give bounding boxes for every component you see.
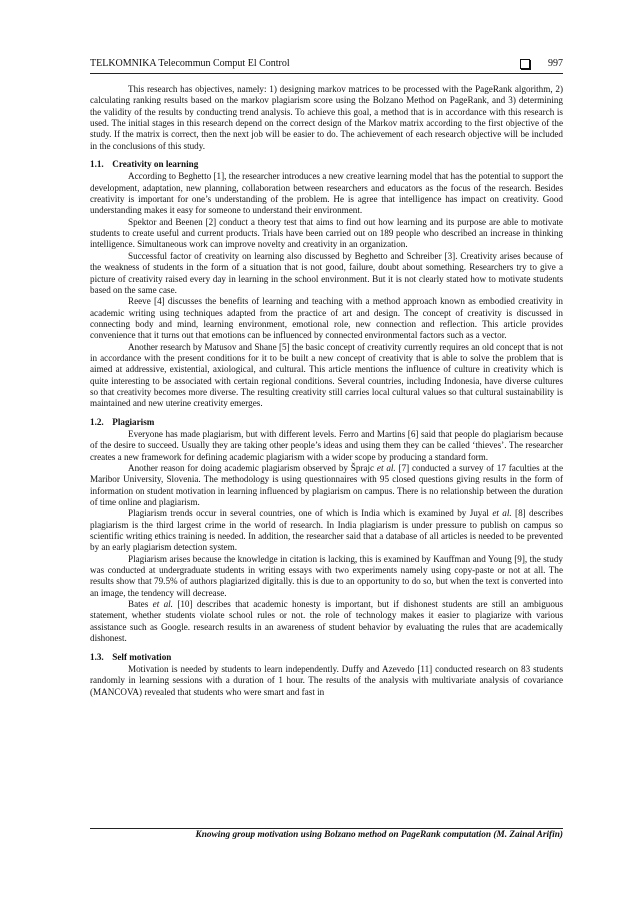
section-heading-self-motivation xyxy=(90,652,563,663)
paragraph: Spektor and Beenen [2] conduct a theory test that aims to find out how learning and its purpose are able to motivate students to create useful and current products. Trials have been carried out on 189 people who described an increase in thinking intelligence. Simultaneous work can improve novelty and creativity in an organization. xyxy=(90,216,563,250)
section-title: Self motivation xyxy=(112,651,172,662)
paragraph: Bates et al. [10] describes that academic honesty is important, but if dishonest students are still an ambiguous statement, whether students violate school rules or not. the role of technology makes it easier to plagiarize with various assistance such as Google. research results in an awareness of student behavior by evaluating the rules that are academically dishonest. xyxy=(90,599,563,644)
page-number: 997 xyxy=(548,58,563,69)
header-divider xyxy=(90,73,563,74)
paragraph: According to Beghetto [1], the researcher introduces a new creative learning model that has the potential to support the development, adaptation, new planning, collaboration between researchers and educators as the focus of the research. Besides creativity is important for one’s understanding of the problem. He is agree that intelligence has impact on creativity. Good understanding makes it easy for someone to understand their environment. xyxy=(90,171,563,216)
section-title: Creativity on learning xyxy=(112,159,199,170)
intro-paragraph: This research has objectives, namely: 1) designing markov matrices to be processed with the PageRank algorithm, 2) calculating ranking results based on the markov plagiarism score using the Bolzano Method on PageRank, and 3) determining the validity of the results by conducting trend analysis. To achieve this goal, a method that is in accordance with this research is used. The initial stages in this research depend on the correct design of the Markov matrix according to the first objective of the study. If the matrix is correct, then the next job will be easier to do. The achievement of each research objective will be included in the conclusions of this study. xyxy=(90,84,563,151)
section-title: Plagiarism xyxy=(112,416,155,427)
section-number: 1.2. xyxy=(90,416,104,427)
paragraph: Successful factor of creativity on learning also discussed by Beghetto and Schreiber [3]. Creativity arises because of the weakness of students in the form of a situation that is not good, failure, doubt about something. Researchers try to give a picture of creativity raised every day in learning in the school environment. But it is not clearly stated how to motivate students based on the same case. xyxy=(90,250,563,295)
paragraph: Everyone has made plagiarism, but with different levels. Ferro and Martins [6] said that people do plagiarism because of the desire to succeed. Usually they are taking other people’s ideas and using them they can be called ‘thieves’. The researcher creates a new framework for defining academic plagiarism with a wider scope by producing a standard form. xyxy=(90,428,563,462)
section-heading-plagiarism xyxy=(90,417,563,428)
checkbox-square-icon xyxy=(520,59,530,69)
paragraph: Another reason for doing academic plagiarism observed by Šprajc et al. [7] conducted a survey of 17 faculties at the Maribor University, Slovenia. The methodology is using questionnaires with 95 closed questions giving results in the form of information on student motivation in learning influenced by plagiarism on campus. There is no relationship between the duration of time online and plagiarism. xyxy=(90,463,564,508)
paragraph: Plagiarism arises because the knowledge in citation is lacking, this is examined by Kauffman and Young [9], the study was conducted at undergraduate students in writing essays with two experiments namely using copy-paste or not at all. The results show that 79.5% of authors plagiarized digitally. this is due to an opportunity to do so, but when the text is converted into an image, the tendency will decrease. xyxy=(90,553,563,598)
paragraph: Plagiarism trends occur in several countries, one of which is India which is examined by Juyal et al. [8] describes plagiarism is the third largest crime in the world of research. In India plagiarism is under pressure to publish on campus so scientific writing ethics training is needed. In addition, the researcher said that a database of all articles is needed to be prevented by an early plagiarism detection system. xyxy=(90,508,564,553)
section-number: 1.3. xyxy=(90,651,104,662)
paragraph: Another research by Matusov and Shane [5] the basic concept of creativity currently requires an old concept that is not in accordance with the present conditions for it to be built a new concept of creativity that is able to solve the problem that is aimed at addressive, existential, axiological, and cultural. This article mentions the influence of culture in creativity which is quite interesting to be associated with certain regional conditions. Several countries, including Indonesia, have diverse cultures so that creativity becomes more diverse. The resulting creativity still carries local cultural values so that cultural sustainability is maintained and new uterine creativity emerges. xyxy=(90,341,563,409)
section-number: 1.1. xyxy=(90,159,104,170)
journal-name: TELKOMNIKA Telecommun Comput El Control xyxy=(90,58,290,69)
running-header xyxy=(90,58,563,70)
paragraph: Reeve [4] discusses the benefits of learning and teaching with a method approach known as embodied creativity in academic writing using techniques adapted from the practice of art and design. The concept of creativity is discussed in connecting body and mind, learning environment, emotional role, new connection and reflection. This article provides convenience that it turns out that emotions can be influenced by connected environmental factors such as a vector. xyxy=(90,296,563,341)
body-text xyxy=(90,84,563,698)
section-heading-creativity xyxy=(90,159,563,170)
running-footer: Knowing group motivation using Bolzano method on PageRank computation (M. Zainal Arifin) xyxy=(195,830,563,840)
paragraph: Motivation is needed by students to learn independently. Duffy and Azevedo [11] conducted research on 83 students randomly in learning sessions with a duration of 1 hour. The results of the analysis with multivariate analysis of covariance (MANCOVA) revealed that students who were smart and fast in xyxy=(90,663,563,697)
